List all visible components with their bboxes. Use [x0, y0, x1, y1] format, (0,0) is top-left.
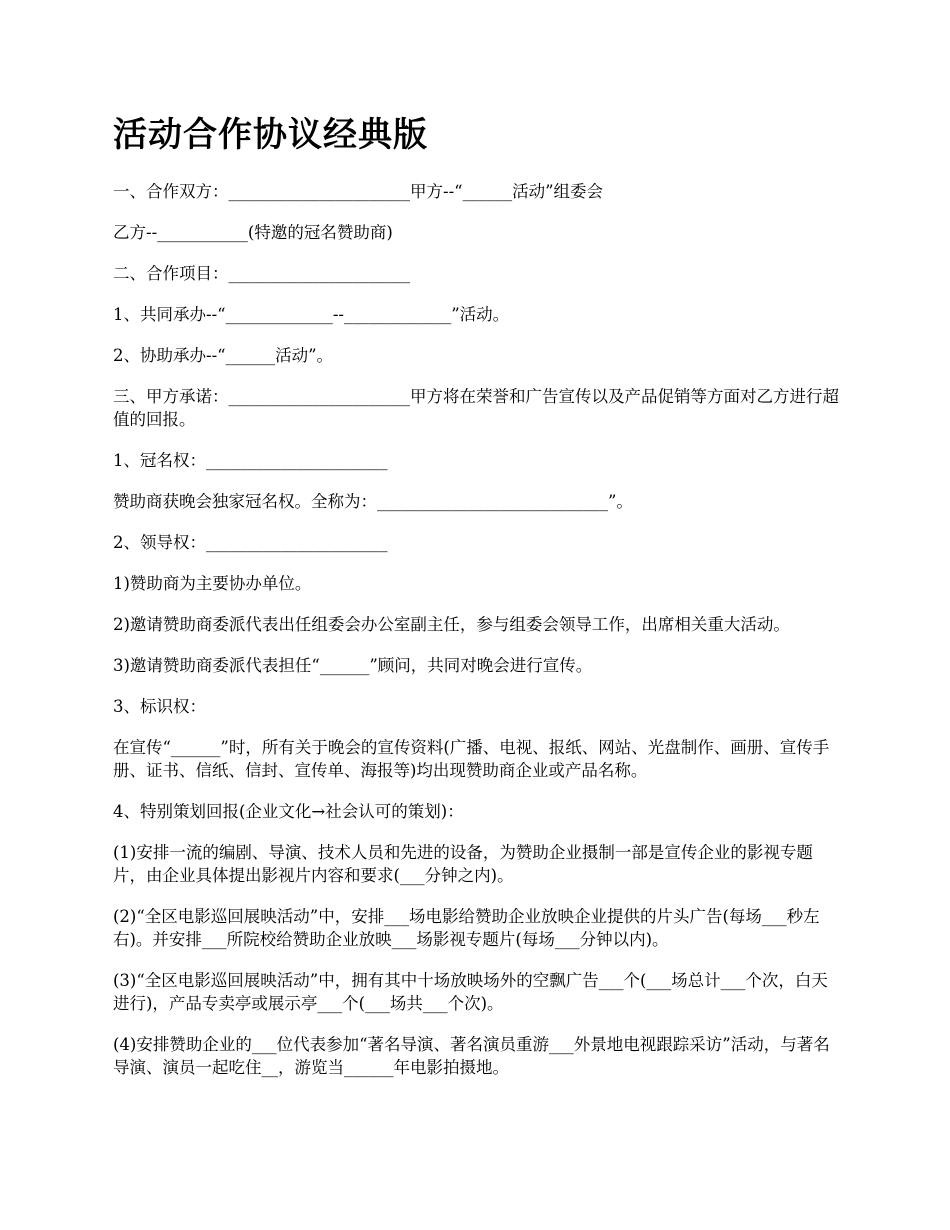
paragraph-special-3: (3)“全区电影巡回展映活动”中，拥有其中十场放映场外的空飘广告___个(___场总计___个次，白天进行)，产品专卖亭或展示亭___个(___场共___个次)。	[113, 971, 828, 1013]
paragraph-special-planning: 4、特别策划回报(企业文化→社会认可的策划)：	[113, 802, 464, 821]
paragraph-logo-detail: 在宣传“______”时，所有关于晚会的宣传资料(广播、电视、报纸、网站、光盘制作、画册、宣传手册、证书、信纸、信封、宣传单、海报等)均出现赞助商企业或产品名称。	[113, 738, 830, 780]
paragraph-special-1: (1)安排一流的编剧、导演、技术人员和先进的设备，为赞助企业摄制一部是宣传企业的影视专题片，由企业具体提出影视片内容和要求(___分钟之内)。	[113, 843, 813, 885]
paragraph-assist-host: 2、协助承办--“______活动”。	[113, 346, 334, 365]
paragraph-leadership-3: 3)邀请赞助商委派代表担任“______”顾问，共同对晚会进行宣传。	[113, 656, 593, 675]
paragraph-project: 二、合作项目：______________________	[113, 264, 410, 283]
paragraph-special-4: (4)安排赞助企业的___位代表参加“著名导演、著名演员重游___外景地电视跟踪采访”活动，与著名导演、演员一起吃住__，游览当______年电影拍摄地。	[113, 1035, 830, 1077]
paragraph-leadership-rights: 2、领导权：______________________	[113, 533, 388, 552]
paragraph-party-a-commitment: 三、甲方承诺：______________________甲方将在荣誉和广告宣传以及产品促销等方面对乙方进行超值的回报。	[113, 387, 839, 429]
document-page	[113, 112, 840, 1097]
paragraph-leadership-1: 1)赞助商为主要协办单位。	[113, 574, 312, 593]
paragraph-naming-detail: 赞助商获晚会独家冠名权。全称为：____________________________”。	[113, 492, 633, 511]
paragraph-party-b: 乙方--___________(特邀的冠名赞助商)	[113, 223, 393, 242]
paragraph-leadership-2: 2)邀请赞助商委派代表出任组委会办公室副主任，参与组委会领导工作，出席相关重大活动。	[113, 615, 790, 634]
document-title: 活动合作协议经典版	[113, 115, 428, 155]
paragraph-logo-rights: 3、标识权：	[113, 697, 206, 716]
paragraph-naming-rights: 1、冠名权：______________________	[113, 451, 388, 470]
paragraph-co-host: 1、共同承办--“_____________--_____________”活动。	[113, 305, 510, 324]
paragraph-special-2: (2)“全区电影巡回展映活动”中，安排___场电影给赞助企业放映企业提供的片头广告(每场___秒左右)。并安排___所院校给赞助企业放映___场影视专题片(每场___分钟以内)。	[113, 907, 820, 949]
paragraph-parties: 一、合作双方：______________________甲方--“______活动”组委会	[113, 182, 604, 201]
